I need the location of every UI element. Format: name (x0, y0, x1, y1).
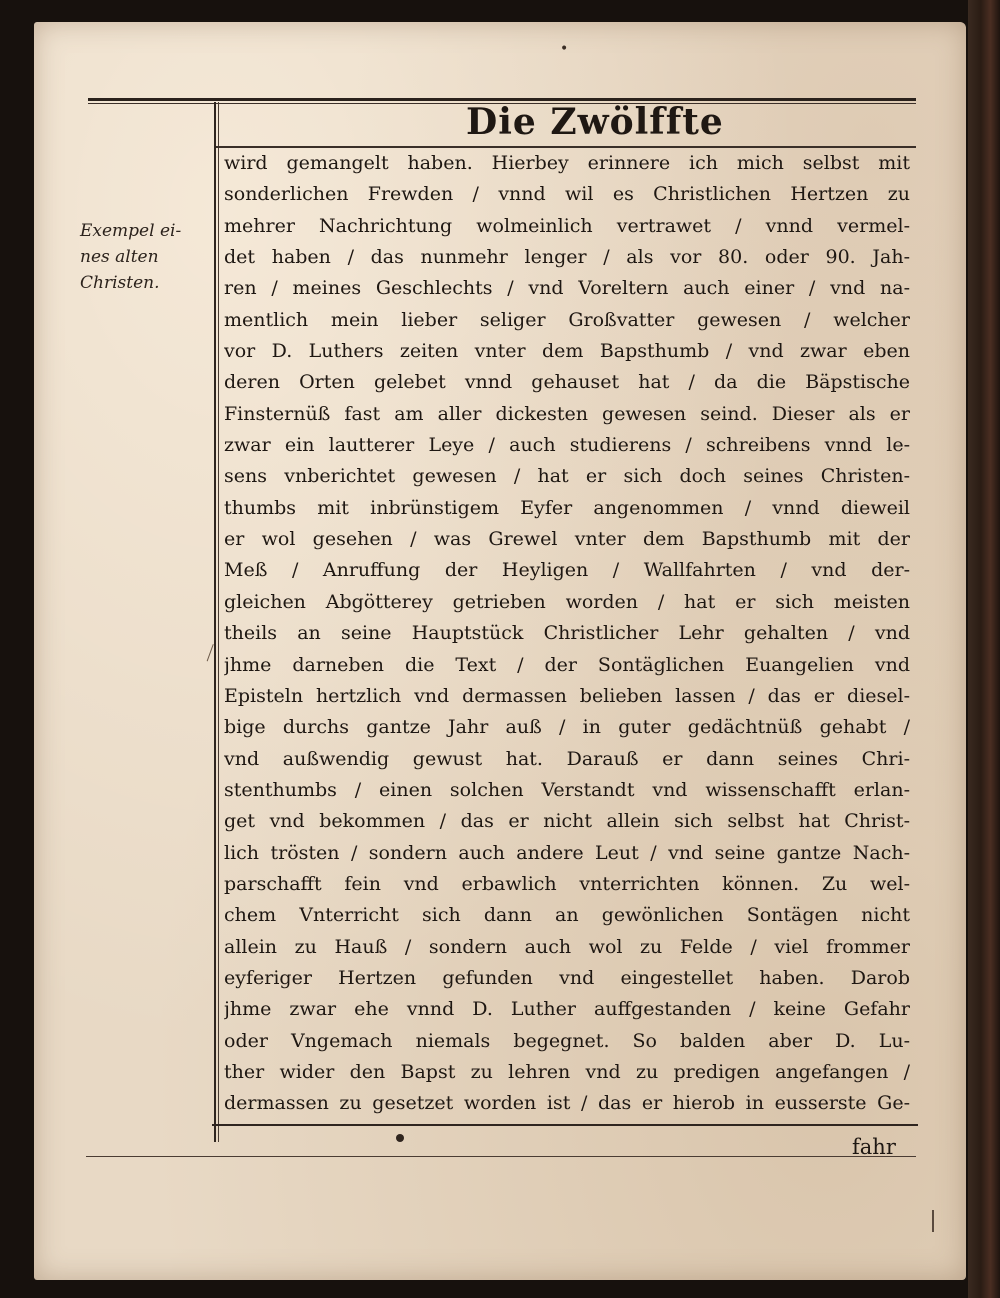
signature-mark-dot (396, 1134, 404, 1142)
text-line: ther wider den Bapst zu lehren vnd zu predigen angefangen / (224, 1060, 910, 1083)
text-line: deren Orten gelebet vnnd gehauset hat / da die Bäpstische (224, 371, 910, 394)
margin-column-rule (214, 102, 216, 1142)
text-line: allein zu Hauß / sondern auch wol zu Felde / viel frommer (224, 935, 910, 958)
body-text-block (224, 148, 910, 1120)
text-line: oder Vngemach niemals begegnet. So balden aber D. Lu- (224, 1029, 910, 1052)
text-line: vnd außwendig gewust hat. Darauß er dann seines Chri- (224, 747, 910, 770)
text-line: sens vnberichtet gewesen / hat er sich doch seines Christen- (224, 465, 910, 488)
text-line: wird gemangelt haben. Hierbey erinnere ich mich selbst mit (224, 152, 910, 174)
text-line: er wol gesehen / was Grewel vnter dem Bapsthumb mit der (224, 528, 910, 551)
text-line: eyferiger Hertzen gefunden vnd eingestellet haben. Darob (224, 966, 910, 989)
text-line: stenthumbs / einen solchen Verstandt vnd wissenschafft erlan- (224, 778, 910, 801)
text-line: Meß / Anruffung der Heyligen / Wallfahrten / vnd der- (224, 559, 910, 582)
text-line: theils an seine Hauptstück Christlicher Lehr gehalten / vnd (224, 622, 910, 645)
marginal-note-line: Exempel ei- (80, 221, 182, 241)
text-line: vor D. Luthers zeiten vnter dem Bapsthumb / vnd zwar eben (224, 340, 910, 363)
text-line: lich trösten / sondern auch andere Leut / vnd seine gantze Nach- (224, 841, 910, 864)
text-line: jhme darneben die Text / der Sontäglichen Euangelien vnd (224, 653, 910, 676)
text-line: get vnd bekommen / das er nicht allein sich selbst hat Christ- (224, 810, 910, 833)
text-line: thumbs mit inbrünstigem Eyfer angenommen / vnnd dieweil (224, 496, 910, 519)
running-head-title: Die Zwölffte (466, 101, 724, 143)
text-line: Finsternüß fast am aller dickesten gewesen seind. Dieser als er (224, 402, 910, 425)
top-ornament: • (560, 41, 569, 57)
text-line: gleichen Abgötterey getrieben worden / hat er sich meisten (224, 590, 910, 613)
text-line: jhme zwar ehe vnnd D. Luther auffgestanden / keine Gefahr (224, 998, 910, 1021)
text-line: det haben / das nunmehr lenger / als vor 80. oder 90. Jah- (224, 246, 910, 269)
book-spine (968, 0, 1000, 1298)
text-line: chem Vnterricht sich dann an gewönlichen Sontägen nicht (224, 904, 910, 927)
text-line: bige durchs gantze Jahr auß / in guter gedächtnüß gehabt / (224, 716, 910, 739)
footer-rule-thin (86, 1156, 916, 1157)
footer-rule (212, 1124, 918, 1126)
edge-mark (932, 1210, 940, 1232)
text-line: ren / meines Geschlechts / vnd Voreltern auch einer / vnd na- (224, 277, 910, 300)
text-line: sonderlichen Frewden / vnnd wil es Christlichen Hertzen zu (224, 183, 910, 206)
text-line: mentlich mein lieber seliger Großvatter gewesen / welcher (224, 308, 910, 331)
text-line: mehrer Nachrichtung wolmeinlich vertrawet / vnnd vermel- (224, 214, 910, 237)
text-line: parschafft fein vnd erbawlich vnterrichten können. Zu wel- (224, 872, 910, 895)
text-line: Episteln hertzlich vnd dermassen belieben lassen / das er diesel- (224, 684, 910, 707)
text-line: dermassen zu gesetzet worden ist / das er hierob in eusserste Ge- (224, 1092, 910, 1115)
text-line: zwar ein lautterer Leye / auch studierens / schreibens vnnd le- (224, 434, 910, 457)
margin-column-rule-inner (218, 102, 219, 1142)
marginal-note (80, 218, 208, 296)
marginal-note-line: Christen. (80, 273, 160, 293)
marginal-note-line: nes alten (80, 247, 159, 267)
catchword: fahr (852, 1135, 896, 1159)
